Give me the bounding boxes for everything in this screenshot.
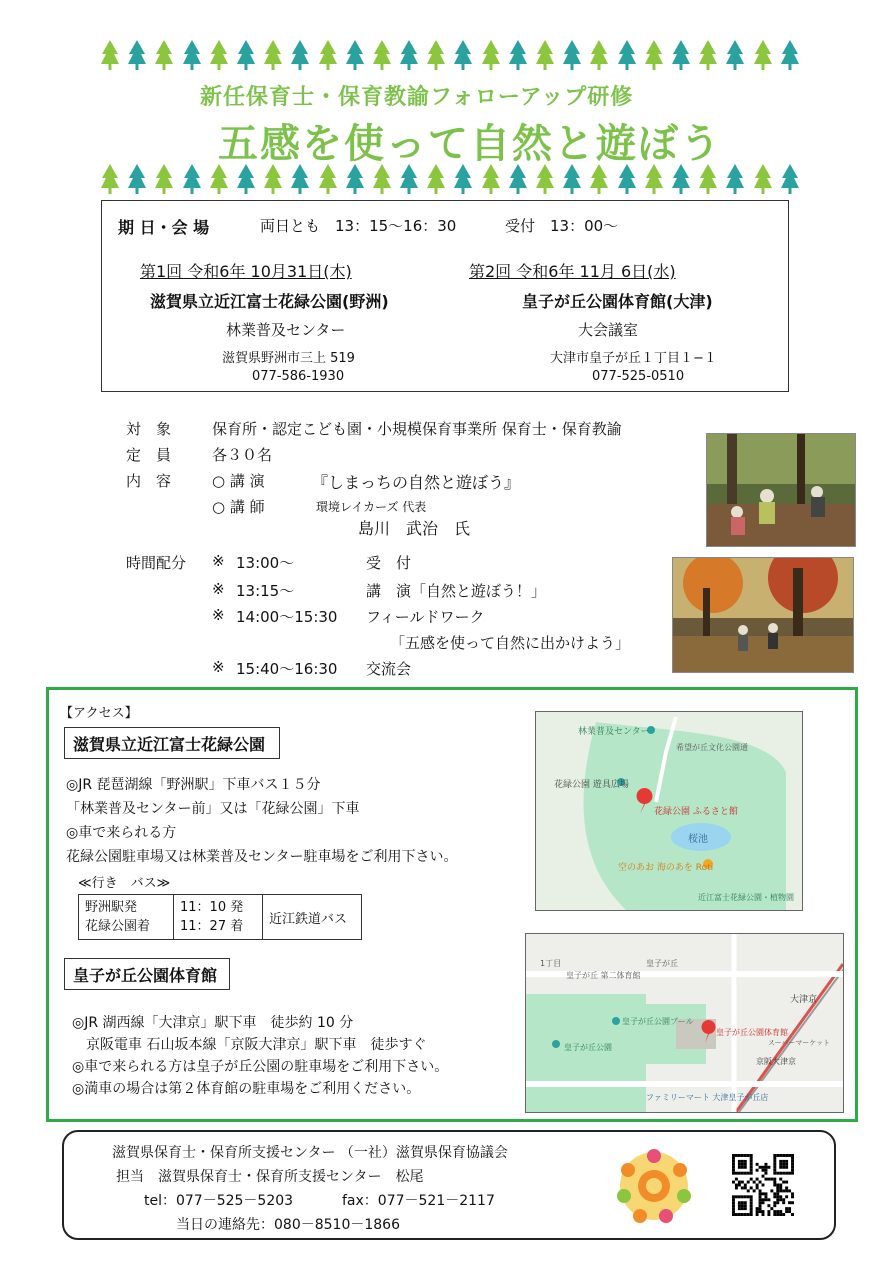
timetable-time: 13:15～ (236, 582, 295, 600)
tree-icon (236, 38, 256, 72)
map-gym-label: 京阪大津京 (756, 1057, 796, 1066)
event-title: 五感を使って自然と遊ぼう (218, 121, 722, 167)
session2-venue: 皇子が丘公園体育館(大津) (522, 292, 713, 311)
tree-icon (589, 38, 609, 72)
tree-border-top (100, 38, 800, 74)
bus-label: ≪行き バス≫ (78, 876, 171, 891)
tree-icon (698, 38, 718, 72)
tree-icon (453, 38, 473, 72)
tree-icon (617, 38, 637, 72)
map-gym-label: 皇子が丘 第二体育館 (566, 971, 641, 980)
event-subtitle: 新任保育士・保育教諭フォローアップ研修 (200, 85, 634, 110)
map-gym-label: ファミリーマート 大津皇子が丘店 (646, 1093, 769, 1102)
park-access-line: ◎車で来られる方 (66, 825, 177, 841)
timetable-item: 「五感を使って自然に出かけよう」 (390, 634, 631, 652)
gym-access-line: 京阪電車 石山坂本線「京阪大津京」駅下車 徒歩すぐ (86, 1037, 427, 1053)
tree-icon (508, 38, 528, 72)
gym-access-title (64, 958, 230, 990)
timetable-mark: ※ (212, 606, 225, 624)
map-park-label: 希望が丘文化公園通 (676, 743, 748, 752)
capacity-label: 定 員 (126, 446, 172, 464)
map-park-label: 桜池 (688, 834, 708, 845)
org-logo (616, 1148, 692, 1224)
tree-icon (182, 162, 202, 196)
map-gym-label: 皇子が丘公園プール (622, 1017, 694, 1026)
target-label: 対 象 (126, 420, 172, 438)
session1-phone: 077-586-1930 (252, 369, 345, 384)
timetable-time: 14:00～15:30 (236, 608, 338, 626)
bus-time-arrive: 11：27 着 (180, 919, 244, 934)
capacity-text: 各３０名 (212, 446, 273, 464)
session2-phone: 077-525-0510 (592, 369, 685, 384)
lecturer-name: 島川 武治 氏 (358, 519, 471, 538)
map-park-label: 近江富士花緑公園・植物園 (698, 893, 794, 902)
footer-org: 滋賀県保育士・保育所支援センター （一社）滋賀県保育協議会 (112, 1145, 508, 1161)
map-park[interactable] (535, 711, 803, 911)
qr-code-icon[interactable] (732, 1154, 794, 1216)
footer-contact: 担当 滋賀県保育士・保育所支援センター 松尾 (116, 1169, 424, 1185)
gym-access-line: ◎JR 湖西線「大津京」駅下車 徒歩約 10 分 (72, 1015, 354, 1031)
tree-icon (318, 38, 338, 72)
map-gym-label: 皇子が丘 (646, 959, 678, 968)
gym-access-line: ◎車で来られる方は皇子が丘公園の駐車場をご利用下さい。 (72, 1059, 449, 1075)
footer-day-contact: 当日の連絡先：080－8510－1866 (176, 1217, 400, 1233)
timetable-item: 講 演「自然と遊ぼう！」 (366, 582, 547, 600)
session1-date: 第1回 令和6年 10月31日(木) (140, 262, 352, 281)
gym-access-line: ◎満車の場合は第２体育館の駐車場をご利用ください。 (72, 1081, 421, 1097)
session1-address: 滋賀県野洲市三上 519 (222, 351, 355, 366)
session1-room: 林業普及センター (226, 321, 346, 339)
tree-icon (127, 162, 147, 196)
tree-icon (426, 38, 446, 72)
tree-icon (345, 38, 365, 72)
footer-contact-box (62, 1130, 836, 1240)
tree-icon (209, 38, 229, 72)
timetable-item: 交流会 (366, 660, 412, 678)
tree-icon (535, 38, 555, 72)
map-gym-label: 皇子が丘公園 (564, 1043, 612, 1052)
tree-icon (100, 38, 120, 72)
schedule-box (101, 200, 789, 392)
tree-icon (753, 38, 773, 72)
timetable-label: 時間配分 (126, 554, 187, 572)
tree-icon (290, 38, 310, 72)
map-gym-label: 大津京 (790, 995, 818, 1005)
map-gym-label: 皇子が丘公園体育館 (716, 1028, 788, 1037)
tree-icon (127, 38, 147, 72)
tree-icon (725, 162, 745, 196)
gym-access-title-text: 皇子が丘公園体育館 (73, 966, 218, 985)
map-park-label: 花緑公園 ふるさと館 (654, 807, 738, 817)
footer-fax: fax：077－521－2117 (342, 1193, 495, 1209)
tree-icon (399, 38, 419, 72)
tree-icon (780, 162, 800, 196)
session2-address: 大津市皇子が丘１丁目１−１ (550, 351, 717, 366)
park-access-line: 「林業普及センター前」又は「花緑公園」下車 (66, 801, 360, 817)
session2-room: 大会議室 (578, 321, 639, 339)
lecture-title: 『しまっちの自然と遊ぼう』 (312, 473, 521, 492)
park-access-line: ◎JR 琵琶湖線「野洲駅」下車バス１５分 (66, 777, 321, 793)
tree-icon (481, 38, 501, 72)
lecture-label: ○ 講 演 (212, 472, 265, 490)
timetable-mark: ※ (212, 552, 225, 570)
timetable-mark: ※ (212, 580, 225, 598)
bus-stops (79, 895, 174, 940)
bus-stop-arrive: 花緑公園着 (85, 919, 151, 934)
session1-venue: 滋賀県立近江富士花緑公園(野洲) (150, 292, 389, 311)
session2-date: 第2回 令和6年 11月 6日(水) (469, 262, 676, 281)
park-access-line: 花緑公園駐車場又は林業普及センター駐車場をご利用下さい。 (66, 849, 458, 865)
tree-icon (154, 38, 174, 72)
tree-icon (780, 38, 800, 72)
lecturer-org: 環境レイカーズ 代表 (316, 500, 427, 514)
tree-icon (154, 162, 174, 196)
bus-stop-depart: 野洲駅発 (85, 900, 138, 915)
photo-group-activity (706, 433, 856, 547)
schedule-label: 期 日・会 場 (118, 218, 210, 237)
map-gym-label: スーパーマーケット (768, 1039, 830, 1047)
schedule-reception: 受付 13：00～ (505, 217, 619, 235)
lecturer-label: ○ 講 師 (212, 498, 265, 516)
tree-icon (753, 162, 773, 196)
target-text: 保育所・認定こども園・小規模保育事業所 保育士・保育教諭 (212, 420, 622, 438)
map-gym-label: 1丁目 (540, 959, 562, 968)
photo-autumn-park (672, 557, 854, 673)
bus-time-depart: 11：10 発 (180, 900, 244, 915)
access-label: 【アクセス】 (60, 706, 138, 721)
timetable-item: フィールドワーク (366, 608, 485, 626)
tree-icon (182, 38, 202, 72)
tree-icon (100, 162, 120, 196)
park-access-title (64, 727, 280, 759)
timetable-item: 受 付 (366, 554, 412, 572)
timetable-time: 13:00～ (236, 554, 295, 572)
map-park-label: 花緑公園 遊具広場 (554, 780, 629, 790)
bus-timetable (78, 894, 362, 940)
tree-icon (263, 38, 283, 72)
map-park-label: 林業普及センター (578, 727, 650, 737)
map-park-label: 空のあお 海のあを Roti (618, 863, 714, 873)
schedule-times: 両日とも 13：15～16：30 (260, 217, 457, 235)
tree-icon (725, 38, 745, 72)
footer-tel: tel：077－525－5203 (144, 1193, 294, 1209)
tree-icon (644, 38, 664, 72)
tree-icon (562, 38, 582, 72)
park-access-title-text: 滋賀県立近江富士花緑公園 (73, 735, 266, 754)
tree-icon (671, 38, 691, 72)
map-gym[interactable] (525, 933, 844, 1113)
timetable-mark: ※ (212, 658, 225, 676)
content-label: 内 容 (126, 472, 172, 490)
bus-times (174, 895, 263, 940)
bus-company: 近江鉄道バス (263, 895, 362, 940)
tree-icon (372, 38, 392, 72)
timetable-time: 15:40～16:30 (236, 660, 338, 678)
